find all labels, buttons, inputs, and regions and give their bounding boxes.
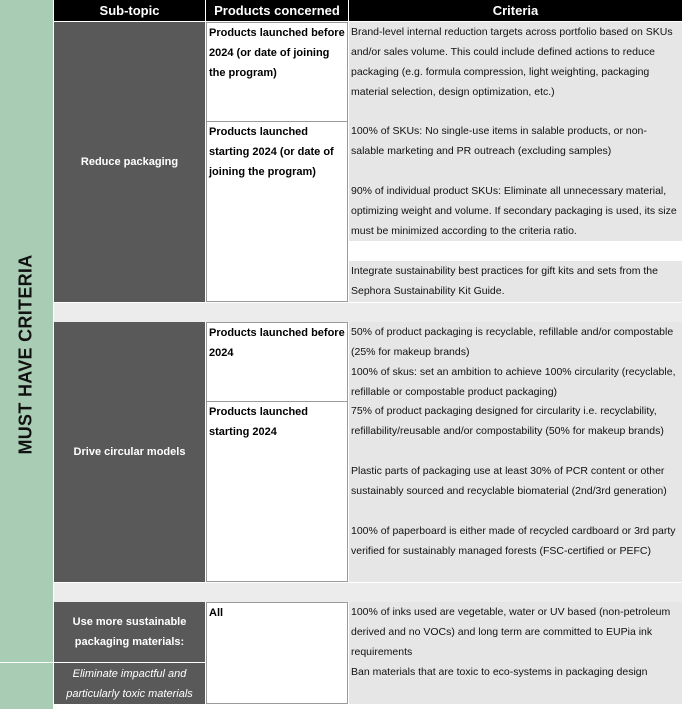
spacer-row	[54, 303, 682, 322]
header-products: Products concerned	[206, 0, 348, 21]
products-cell: All	[206, 602, 348, 704]
header-criteria: Criteria	[349, 0, 682, 21]
criteria-cell: 90% of individual product SKUs: Eliminate all unnecessary material, optimizing weight and volume. If secondary packaging is used, its size must be minimized according to the criteria ratio.	[349, 181, 682, 241]
criteria-cell: 100% of paperboard is either made of recycled cardboard or 3rd party verified for sustainably managed forests (FSC-certified or PEFC)	[349, 521, 682, 582]
criteria-cell: Brand-level internal reduction targets across portfolio based on SKUs and/or sales volume. This could include defined actions to reduce packaging (e.g. formula compression, light weighting, packaging material selection, design optimization, etc.)	[349, 22, 682, 122]
criteria-cell: Plastic parts of packaging use at least 30% of PCR content or other sustainably sourced and recyclable biomaterial (2nd/3rd generation)	[349, 461, 682, 521]
criteria-cell: 100% of skus: set an ambition to achieve 100% circularity (recyclable, refillable or compostable product packaging)	[349, 362, 682, 402]
subtopic-reduce-packaging: Reduce packaging	[54, 22, 205, 302]
spacer-row	[54, 583, 682, 602]
products-cell: Products launched starting 2024	[206, 401, 348, 582]
criteria-cell: Integrate sustainability best practices for gift kits and sets from the Sephora Sustainability Kit Guide.	[349, 261, 682, 302]
side-label-wrap	[0, 0, 53, 709]
subtopic-sustainable-materials: Use more sustainable packaging materials:	[54, 602, 205, 662]
products-cell: Products launched before 2024 (or date of joining the program)	[206, 22, 348, 122]
products-cell: Products launched starting 2024 (or date of joining the program)	[206, 121, 348, 302]
products-cell: Products launched before 2024	[206, 322, 348, 402]
subtopic-eliminate-toxic: Eliminate impactful and particularly toxic materials	[54, 663, 205, 704]
criteria-cell: 100% of SKUs: No single-use items in salable products, or non-salable marketing and PR outreach (excluding samples)	[349, 121, 682, 181]
header-subtopic: Sub-topic	[54, 0, 205, 21]
criteria-cell: Ban materials that are toxic to eco-systems in packaging design	[349, 662, 682, 704]
side-column	[0, 0, 53, 709]
side-column-divider	[0, 662, 53, 663]
subtopic-drive-circular-models: Drive circular models	[54, 322, 205, 582]
criteria-cell: 100% of inks used are vegetable, water or UV based (non-petroleum derived and no VOCs) and long term are committed to EUPia ink requirements	[349, 602, 682, 662]
criteria-cell: 75% of product packaging designed for circularity i.e. recyclability, refillability/reusable and/or compostability (50% for makeup brands)	[349, 401, 682, 461]
must-have-criteria-label: MUST HAVE CRITERIA	[16, 254, 37, 455]
criteria-cell: 50% of product packaging is recyclable, refillable and/or compostable (25% for makeup brands)	[349, 322, 682, 362]
